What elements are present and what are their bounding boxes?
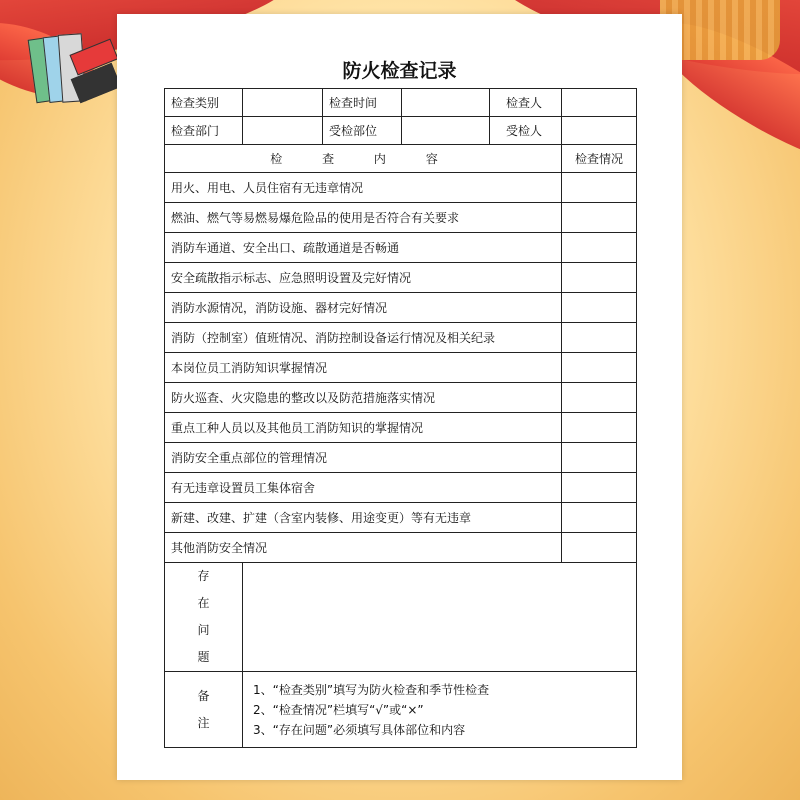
inspection-item-row xyxy=(165,443,637,473)
problems-row xyxy=(165,563,637,672)
field-label: 受检部位 xyxy=(323,117,402,145)
inspection-status-cell[interactable] xyxy=(562,533,637,563)
problems-input-area[interactable] xyxy=(243,563,637,672)
field-label: 受检人 xyxy=(490,117,562,145)
books-icon xyxy=(28,20,118,110)
field-input-inspected-area[interactable] xyxy=(402,117,490,145)
notes-label-char: 注 xyxy=(197,715,210,730)
inspection-item-label: 本岗位员工消防知识掌握情况 xyxy=(165,353,562,383)
inspection-status-cell[interactable] xyxy=(562,323,637,353)
inspection-item-row xyxy=(165,293,637,323)
field-input-inspection-dept[interactable] xyxy=(243,117,323,145)
inspection-status-cell[interactable] xyxy=(562,293,637,323)
field-input-inspection-time[interactable] xyxy=(402,89,490,117)
inspection-item-label: 有无违章设置员工集体宿舍 xyxy=(165,473,562,503)
inspection-status-cell[interactable] xyxy=(562,203,637,233)
inspection-item-row xyxy=(165,323,637,353)
field-label: 检查人 xyxy=(490,89,562,117)
notes-content xyxy=(243,672,637,748)
content-column-header: 检 查 内 容 xyxy=(165,145,562,173)
problems-label-char: 存 xyxy=(197,569,210,583)
inspection-item-label: 防火巡查、火灾隐患的整改以及防范措施落实情况 xyxy=(165,383,562,413)
notes-label xyxy=(165,672,243,748)
inspection-item-label: 安全疏散指示标志、应急照明设置及完好情况 xyxy=(165,263,562,293)
field-input-inspector[interactable] xyxy=(562,89,637,117)
inspection-item-row xyxy=(165,173,637,203)
inspection-item-row xyxy=(165,263,637,293)
document-title: 防火检查记录 xyxy=(342,60,457,82)
problems-label xyxy=(165,563,243,672)
field-input-inspection-type[interactable] xyxy=(243,89,323,117)
note-line: 2、“检查情况”栏填写“√”或“×” xyxy=(253,702,424,717)
inspection-status-cell[interactable] xyxy=(562,503,637,533)
inspection-form-table xyxy=(164,88,637,748)
inspection-item-label: 消防安全重点部位的管理情况 xyxy=(165,443,562,473)
header-row xyxy=(165,89,637,117)
header-row xyxy=(165,117,637,145)
notes-row xyxy=(165,672,637,748)
inspection-status-cell[interactable] xyxy=(562,383,637,413)
note-line: 1、“检查类别”填写为防火检查和季节性检查 xyxy=(253,682,490,697)
inspection-status-cell[interactable] xyxy=(562,443,637,473)
inspection-item-label: 用火、用电、人员住宿有无违章情况 xyxy=(165,173,562,203)
inspection-item-row xyxy=(165,203,637,233)
column-header-row xyxy=(165,145,637,173)
inspection-item-label: 消防水源情况，消防设施、器材完好情况 xyxy=(165,293,562,323)
status-column-header: 检查情况 xyxy=(562,145,637,173)
inspection-status-cell[interactable] xyxy=(562,413,637,443)
inspection-status-cell[interactable] xyxy=(562,263,637,293)
inspection-status-cell[interactable] xyxy=(562,233,637,263)
field-label: 检查时间 xyxy=(323,89,402,117)
field-input-inspectee[interactable] xyxy=(562,117,637,145)
inspection-item-row xyxy=(165,533,637,563)
problems-label-char: 问 xyxy=(197,623,210,637)
inspection-item-row xyxy=(165,503,637,533)
inspection-item-label: 燃油、燃气等易燃易爆危险品的使用是否符合有关要求 xyxy=(165,203,562,233)
problems-label-char: 题 xyxy=(197,650,210,664)
inspection-status-cell[interactable] xyxy=(562,173,637,203)
inspection-item-label: 新建、改建、扩建（含室内装修、用途变更）等有无违章 xyxy=(165,503,562,533)
field-label: 检查类别 xyxy=(165,89,243,117)
inspection-item-row xyxy=(165,473,637,503)
inspection-item-row xyxy=(165,383,637,413)
inspection-item-label: 其他消防安全情况 xyxy=(165,533,562,563)
inspection-item-row xyxy=(165,413,637,443)
inspection-item-label: 重点工种人员以及其他员工消防知识的掌握情况 xyxy=(165,413,562,443)
inspection-status-cell[interactable] xyxy=(562,353,637,383)
document-page xyxy=(117,14,682,780)
notes-label-char: 备 xyxy=(197,688,210,703)
inspection-item-label: 消防（控制室）值班情况、消防控制设备运行情况及相关纪录 xyxy=(165,323,562,353)
inspection-status-cell[interactable] xyxy=(562,473,637,503)
problems-label-char: 在 xyxy=(197,596,210,610)
inspection-item-row xyxy=(165,353,637,383)
field-label: 检查部门 xyxy=(165,117,243,145)
inspection-item-label: 消防车通道、安全出口、疏散通道是否畅通 xyxy=(165,233,562,263)
inspection-item-row xyxy=(165,233,637,263)
note-line: 3、“存在问题”必须填写具体部位和内容 xyxy=(253,722,466,737)
